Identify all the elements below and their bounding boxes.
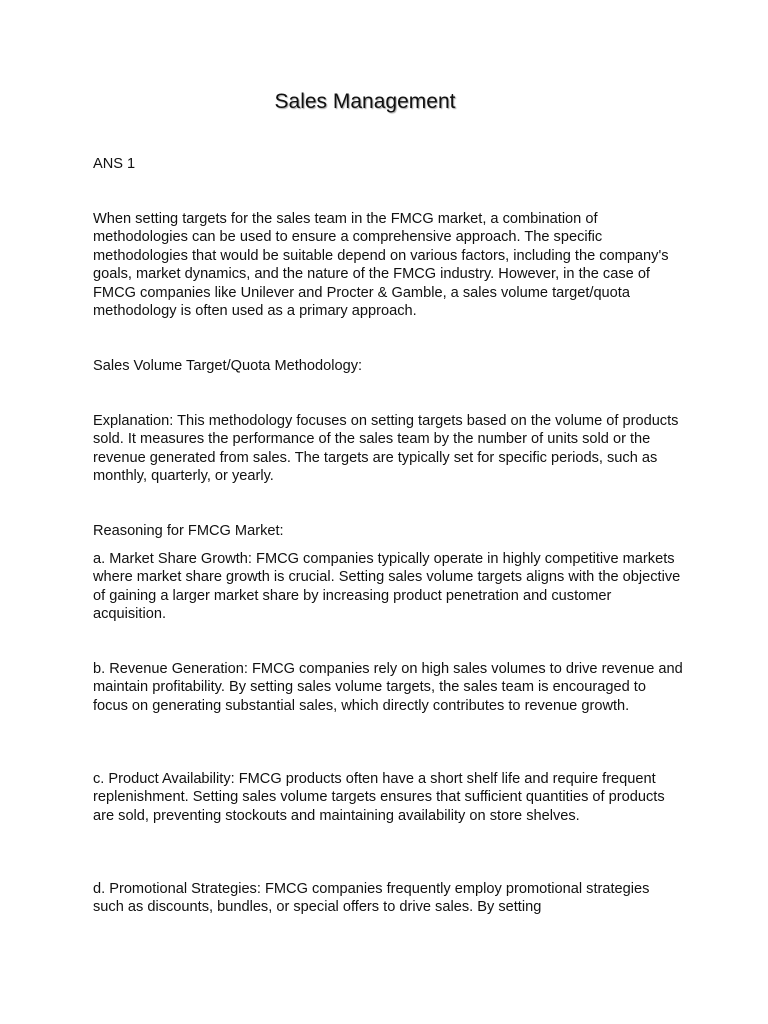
point-market-share: a. Market Share Growth: FMCG companies typically operate in highly competitive markets where market share growth is crucial. Setting sales volume targets aligns with the objective of gaining a larger market share by increasing product penetration and customer acquisition. <box>93 551 681 623</box>
document-title: Sales Management <box>274 90 456 113</box>
point-revenue-generation: b. Revenue Generation: FMCG companies rely on high sales volumes to drive revenue and maintain profitability. By setting sales volume targets, the sales team is encouraged to focus on generating substantial sales, which directly contributes to revenue growth. <box>93 661 683 714</box>
point-product-availability: c. Product Availability: FMCG products often have a short shelf life and require frequent replenishment. Setting sales volume targets ensures that sufficient quantities of products are sold, preventing stockouts and maintaining availability on store shelves. <box>93 771 665 824</box>
methodology-heading: Sales Volume Target/Quota Methodology: <box>93 358 363 374</box>
point-promotional-strategies: d. Promotional Strategies: FMCG companies frequently employ promotional strategies such as discounts, bundles, or special offers to drive sales. By setting <box>93 881 650 916</box>
intro-paragraph: When setting targets for the sales team in the FMCG market, a combination of methodologies can be used to ensure a comprehensive approach. The specific methodologies that would be suitable depend on various factors, including the company's goals, market dynamics, and the nature of the FMCG industry. However, in the case of FMCG companies like Unilever and Procter & Gamble, a sales volume target/quota methodology is often used as a primary approach. <box>93 211 669 320</box>
reasoning-heading: Reasoning for FMCG Market: <box>93 523 284 539</box>
answer-label: ANS 1 <box>93 156 136 172</box>
explanation-paragraph: Explanation: This methodology focuses on setting targets based on the volume of products sold. It measures the performance of the sales team by the number of units sold or the revenue generated from sales. The targets are typically set for specific periods, such as monthly, quarterly, or yearly. <box>93 413 679 485</box>
